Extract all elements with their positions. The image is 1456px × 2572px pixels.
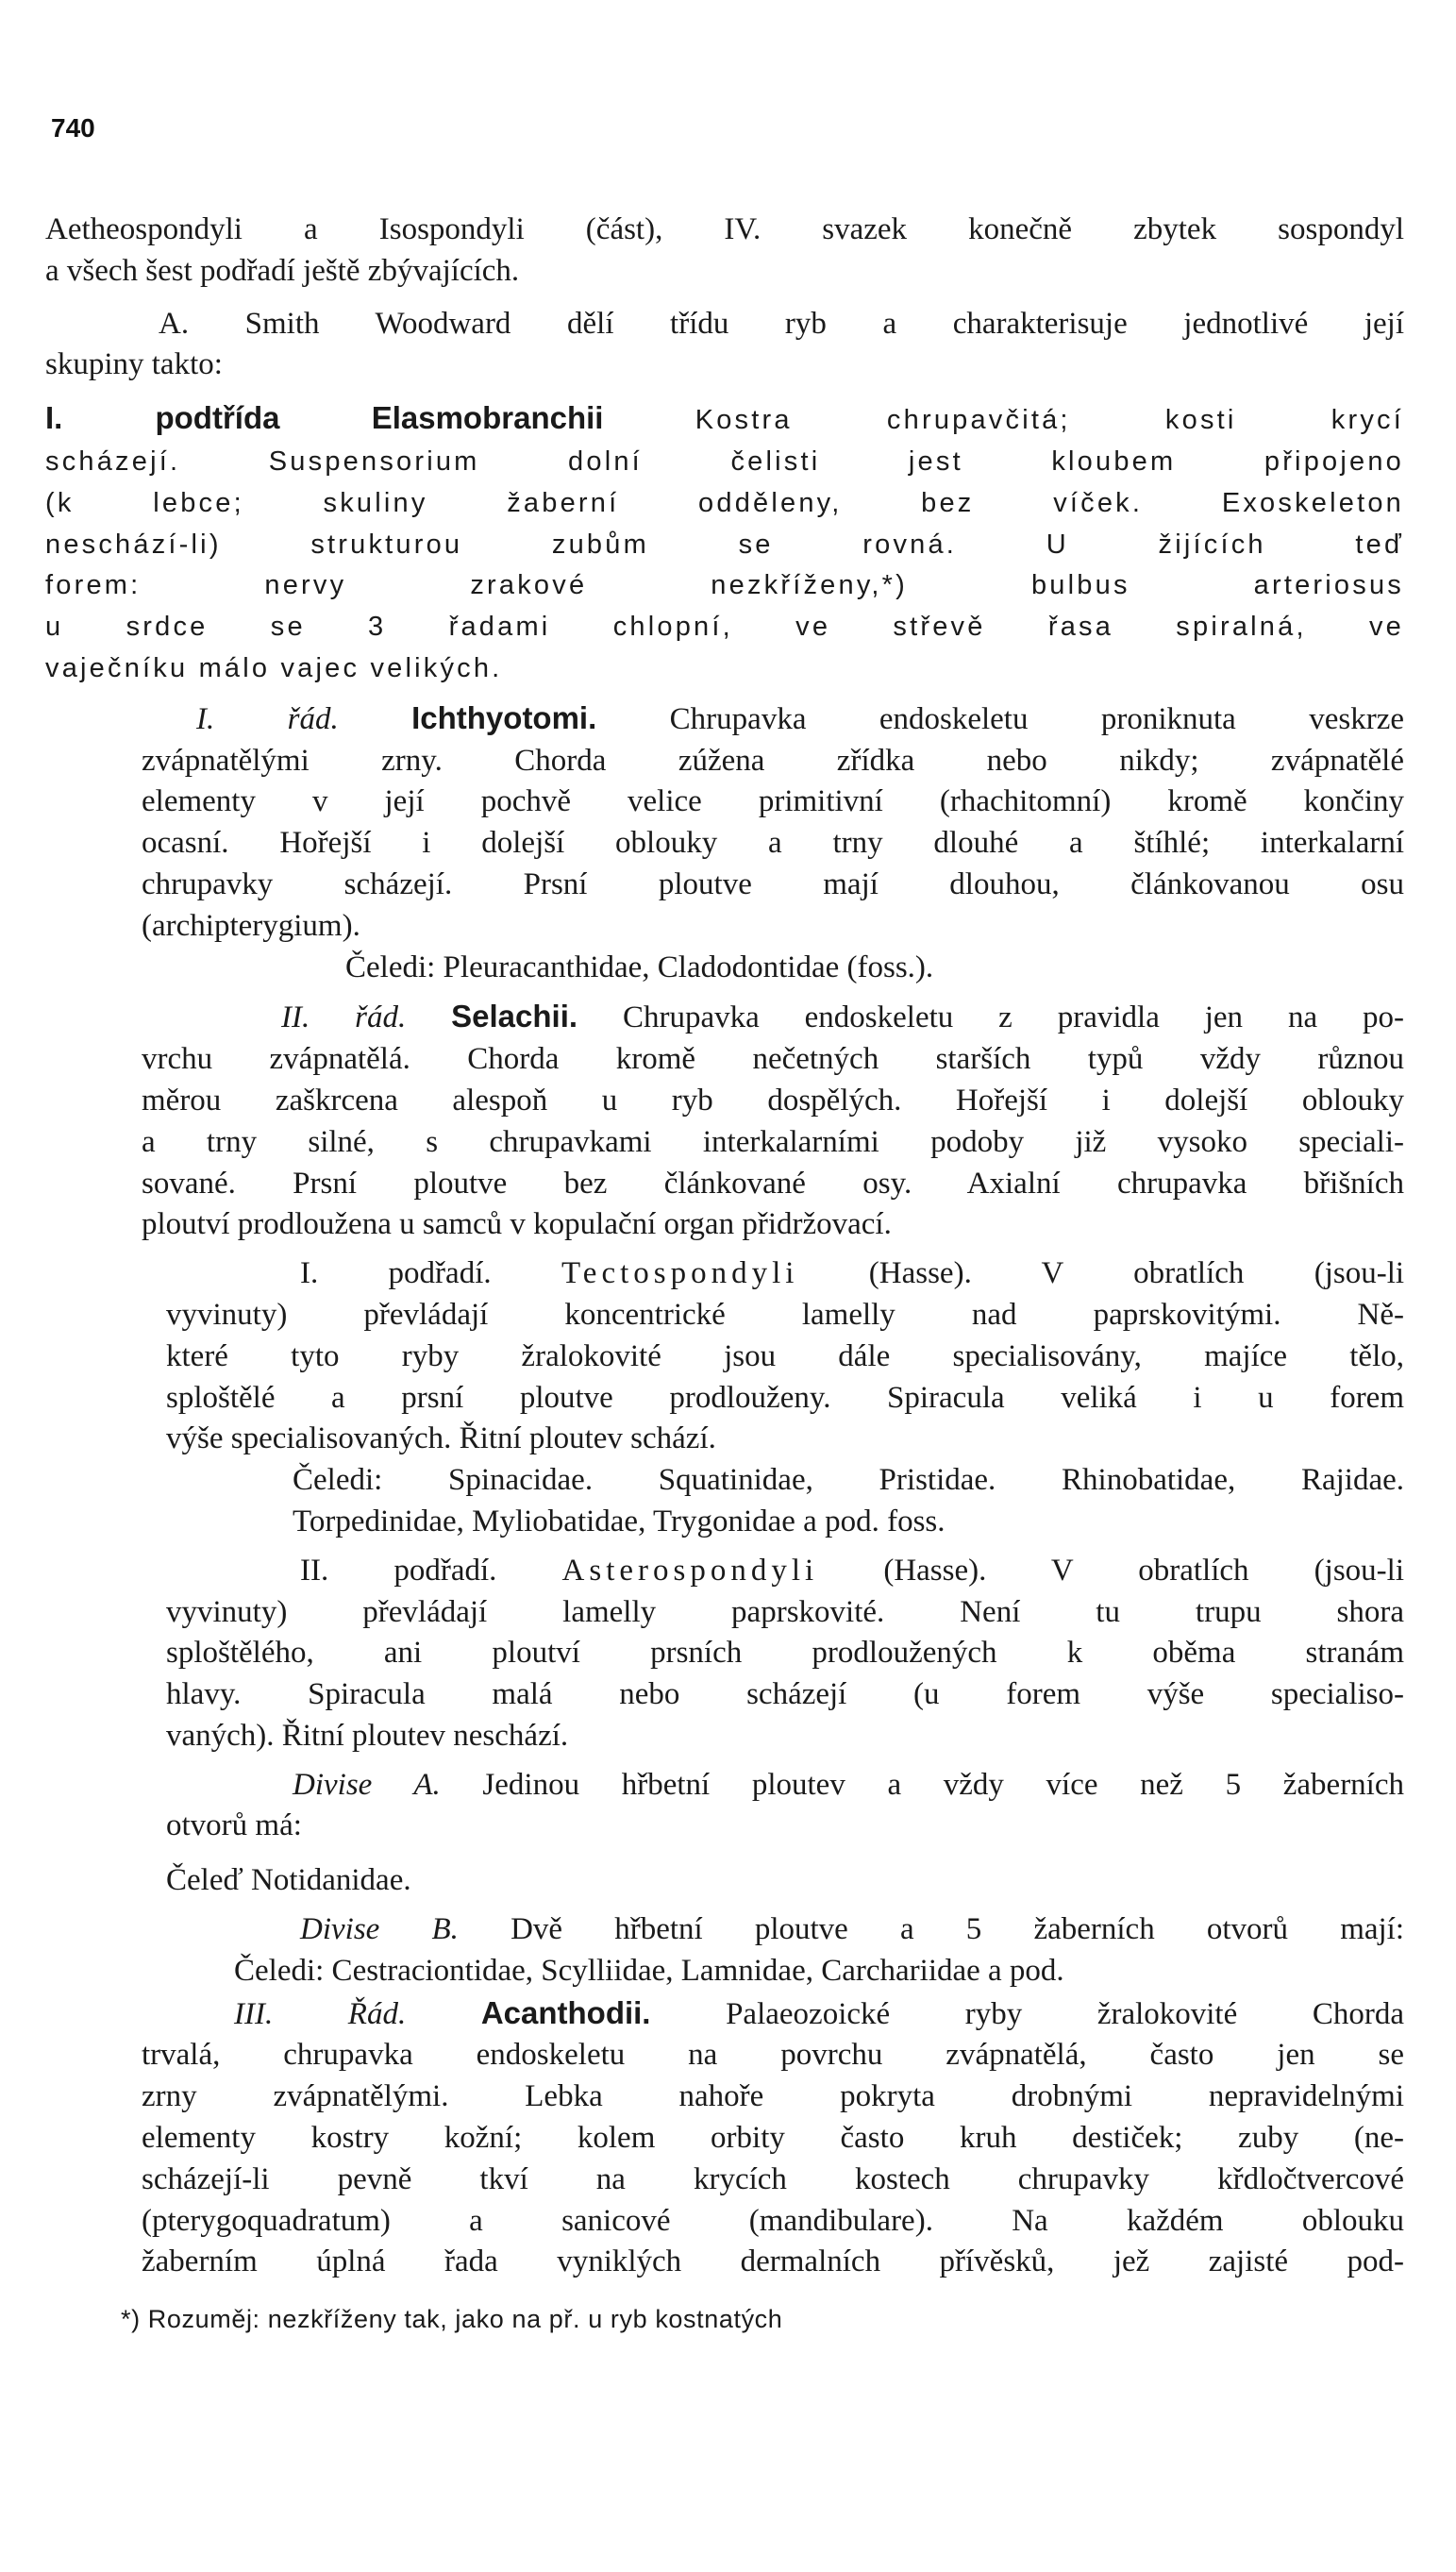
- text-line: které tyto ryby žralokovité jsou dále specialisovány, majíce tělo,: [166, 1338, 1404, 1373]
- text-line: elementy kostry kožní; kolem orbity často kruh destiček; zuby (ne-: [142, 2121, 1404, 2156]
- subclass-heading-line: [45, 397, 1404, 442]
- text-line: (archipterygium).: [142, 908, 360, 943]
- text-line: vaječníku málo vajec velikých.: [45, 652, 503, 683]
- division-text: Dvě hřbetní ploutve a 5 žaberních otvorů mají:: [510, 1912, 1404, 1947]
- subclass-name: Elasmobranchii: [371, 400, 604, 436]
- suborder-text: (Hasse). V obratlích (jsou-li: [868, 1256, 1404, 1291]
- text-line: scházejí-li pevně tkví na krycích kostech chrupavky křdločtvercové: [142, 2161, 1404, 2196]
- subclass-label: I. podtřída: [45, 400, 280, 436]
- text-line: výše specialisovaných. Řitní ploutev schází.: [166, 1421, 716, 1456]
- text-line: skupiny takto:: [45, 347, 223, 382]
- footnote: *) Rozuměj: nezkříženy tak, jako na př. u ryb kostnatých: [121, 2305, 783, 2334]
- text-line: vyvinuty) převládají koncentrické lamelly nad paprskovitými. Ně-: [166, 1297, 1404, 1332]
- text-line: sploštělého, ani ploutví prsních prodloužených k oběma stranám: [166, 1636, 1404, 1671]
- text-line: sované. Prsní ploutve bez článkované osy. Axialní chrupavka břišních: [142, 1166, 1404, 1201]
- order-name: Acanthodii.: [480, 1994, 651, 2030]
- text-line: zvápnatělými zrny. Chorda zúžena zřídka nebo nikdy; zvápnatělé: [142, 743, 1404, 778]
- text-line: vaných). Řitní ploutev neschází.: [166, 1718, 569, 1753]
- text-line: (pterygoquadratum) a sanicové (mandibulare). Na každém oblouku: [142, 2203, 1404, 2238]
- suborder-label: II. podřadí.: [300, 1553, 497, 1588]
- families-line: Čeleď Notidanidae.: [166, 1863, 411, 1898]
- order-text: Palaeozoické ryby žralokovité Chorda: [726, 1996, 1404, 2031]
- suborder-text: (Hasse). V obratlích (jsou-li: [883, 1553, 1404, 1588]
- families-line: Čeledi: Cestraciontidae, Scylliidae, Lamnidae, Carchariidae a pod.: [234, 1953, 1064, 1988]
- order-label: I. řád.: [196, 701, 339, 736]
- text-line: zrny zvápnatělými. Lebka nahoře pokryta drobnými nepravidelnými: [142, 2079, 1404, 2114]
- order-heading-line: [45, 698, 1404, 741]
- text-line: scházejí. Suspensorium dolní čelisti jest kloubem připojeno: [45, 445, 1404, 477]
- text-line: hlavy. Spiracula malá nebo scházejí (u forem výše specialiso-: [166, 1677, 1404, 1712]
- order-text: Chrupavka endoskeletu z pravidla jen na po-: [622, 1000, 1404, 1035]
- page-body: [45, 210, 1404, 2338]
- families-line: Čeledi: Spinacidae. Squatinidae, Pristidae. Rhinobatidae, Rajidae.: [293, 1463, 1404, 1498]
- text-line: (k lebce; skuliny žaberní odděleny, bez víček. Exoskeleton: [45, 487, 1404, 518]
- text-line: ploutví prodloužena u samců v kopulační organ přidržovací.: [142, 1207, 892, 1242]
- text-line: sploštělé a prsní ploutve prodlouženy. Spiracula veliká i u forem: [166, 1380, 1404, 1415]
- families-line: Torpedinidae, Myliobatidae, Trygonidae a pod. foss.: [293, 1504, 946, 1538]
- text-line: vrchu zvápnatělá. Chorda kromě nečetných starších typů vždy různou: [142, 1042, 1404, 1077]
- order-name: Ichthyotomi.: [411, 699, 597, 735]
- order-label: II. řád.: [281, 1000, 407, 1035]
- text-line: měrou zaškrcena alespoň u ryb dospělých. Hořejší i dolejší oblouky: [142, 1083, 1404, 1118]
- suborder-heading-line: [45, 1253, 1404, 1295]
- suborder-heading-line: [45, 1551, 1404, 1592]
- text-line: u srdce se 3 řadami chlopní, ve střevě řasa spiralná, ve: [45, 612, 1404, 643]
- text-line: trvalá, chrupavka endoskeletu na povrchu zvápnatělá, často jen se: [142, 2038, 1404, 2073]
- subclass-text: Kostra chrupavčitá; kosti krycí: [695, 405, 1404, 436]
- text-line: chrupavky scházejí. Prsní ploutve mají dlouhou, článkovanou osu: [142, 866, 1404, 901]
- text-line: a trny silné, s chrupavkami interkalarními podoby již vysoko speciali-: [142, 1124, 1404, 1159]
- text-line: forem: nervy zrakové nezkříženy,*) bulbus arteriosus: [45, 570, 1404, 601]
- text-line: neschází-li) strukturou zubům se rovná. U žijících teď: [45, 529, 1404, 560]
- order-heading-line: [45, 996, 1404, 1039]
- text-line: elementy v její pochvě velice primitivní (rhachitomní) kromě končiny: [142, 784, 1404, 819]
- division-text: Jedinou hřbetní ploutev a vždy více než 5 žaberních: [482, 1767, 1404, 1802]
- order-heading-line: [45, 1992, 1404, 2036]
- families-line: Čeledi: Pleuracanthidae, Cladodontidae (foss.).: [345, 950, 934, 984]
- text-line: ocasní. Hořejší i dolejší oblouky a trny dlouhé a štíhlé; interkalarní: [142, 826, 1404, 861]
- order-label: III. Řád.: [234, 1996, 407, 2031]
- division-label: Divise A.: [293, 1767, 441, 1802]
- order-text: Chrupavka endoskeletu proniknuta veskrze: [669, 701, 1404, 736]
- suborder-label: I. podřadí.: [300, 1256, 492, 1291]
- text-line: otvorů má:: [166, 1808, 302, 1843]
- page-number: 740: [51, 113, 95, 143]
- text-line: a všech šest podřadí ještě zbývajících.: [45, 253, 520, 288]
- text-line: Aetheospondyli a Isospondyli (část), IV. svazek konečně zbytek sospondyl: [45, 212, 1404, 246]
- division-heading-line: [45, 1909, 1404, 1951]
- order-name: Selachii.: [451, 999, 578, 1034]
- text-line: žaberním úplná řada vyniklých dermalních přívěsků, jež zajisté pod-: [142, 2244, 1404, 2279]
- division-label: Divise B.: [300, 1912, 459, 1947]
- text-line: vyvinuty) převládají lamelly paprskovité. Není tu trupu shora: [166, 1594, 1404, 1629]
- suborder-name: Asterospondyli: [561, 1553, 819, 1588]
- text-line: A. Smith Woodward dělí třídu ryb a charakterisuje jednotlivé její: [159, 306, 1404, 341]
- suborder-name: Tectospondyli: [561, 1256, 799, 1291]
- division-heading-line: [45, 1765, 1404, 1807]
